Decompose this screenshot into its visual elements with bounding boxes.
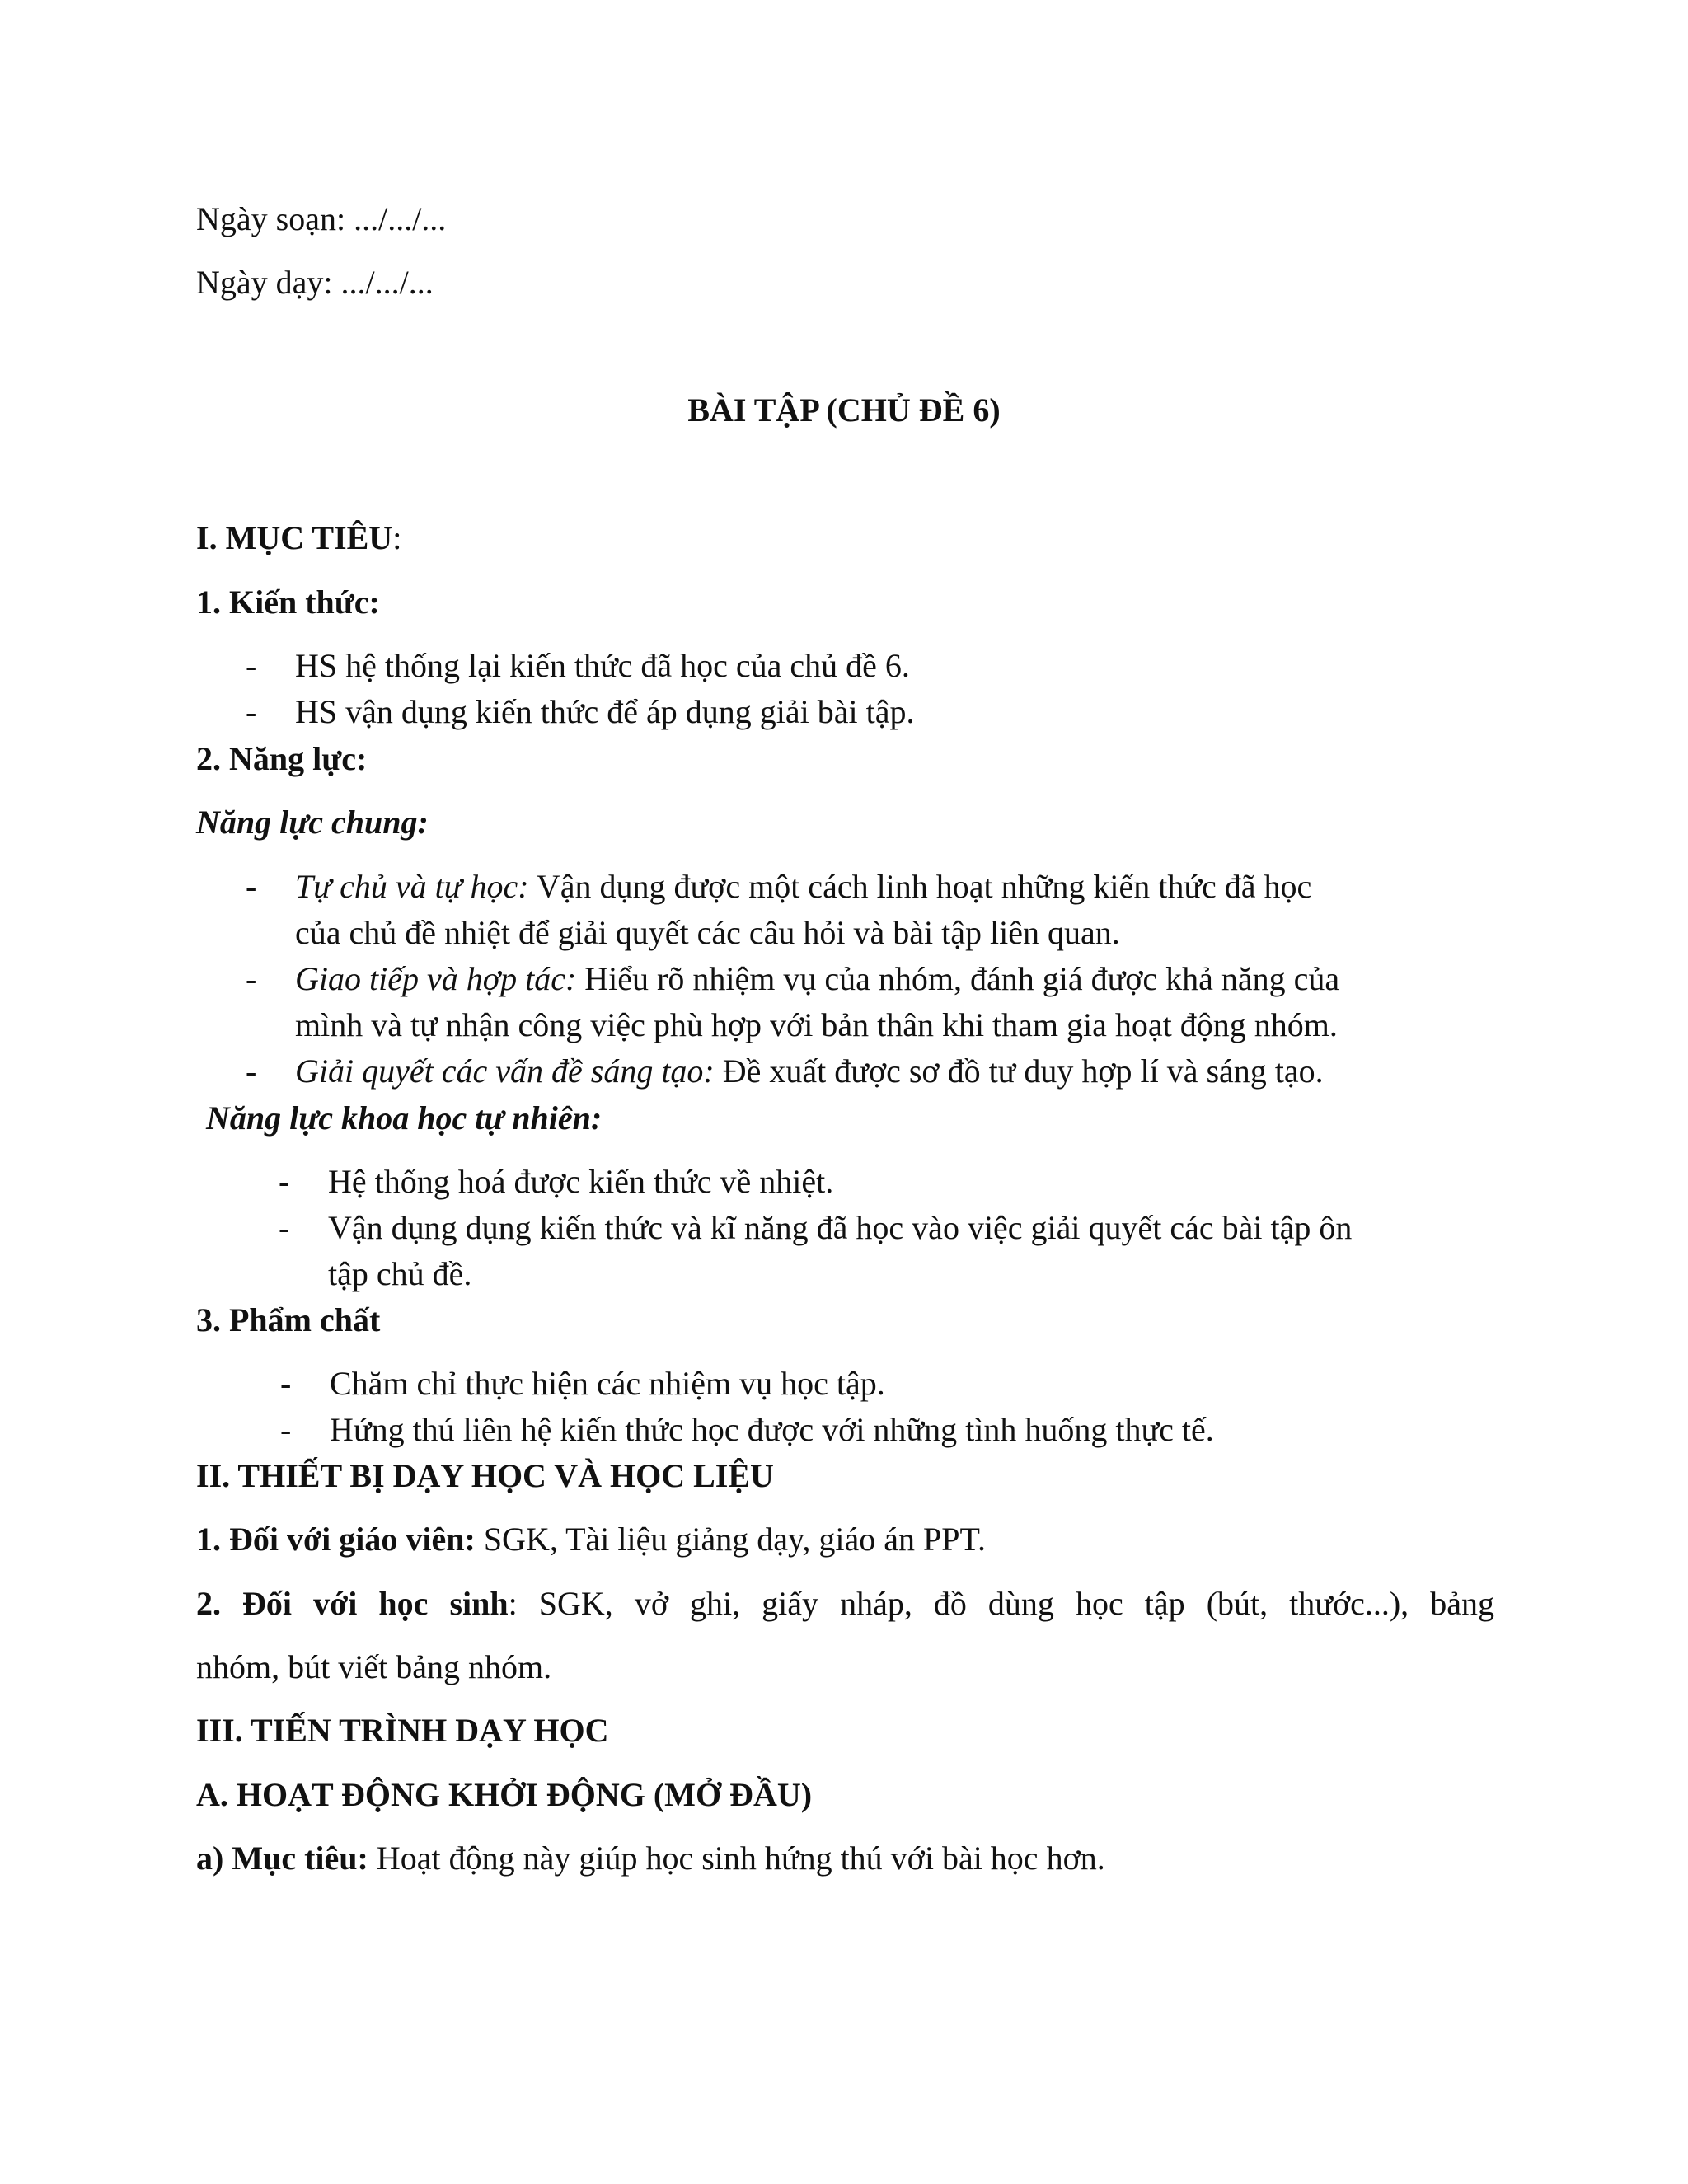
section2-heading: II. THIẾT BỊ DẠY HỌC VÀ HỌC LIỆU [196,1457,774,1494]
science-item-continuation: tập chủ đề. [328,1255,472,1292]
section1-heading: I. MỤC TIÊU: [196,519,402,556]
date-taught: Ngày dạy: .../.../... [196,264,434,301]
general-competence-heading: Năng lực chung: [196,804,429,841]
science-item: Vận dụng dụng kiến thức và kĩ năng đã học vào việc giải quyết các bài tập ôn [328,1209,1353,1246]
bullet: - [246,693,257,730]
date-prepared: Ngày soạn: .../.../... [196,200,447,237]
activity-objective: a) Mục tiêu: Hoạt động này giúp học sinh hứng thú với bài học hơn. [196,1840,1105,1877]
bullet: - [279,1163,290,1200]
science-competence-heading: Năng lực khoa học tự nhiên: [206,1099,603,1137]
general-item-continuation: của chủ đề nhiệt để giải quyết các câu hỏi và bài tập liên quan. [295,914,1120,951]
bullet: - [280,1411,292,1448]
science-item: Hệ thống hoá được kiến thức về nhiệt. [328,1163,834,1200]
general-item-continuation: mình và tự nhận công việc phù hợp với bản thân khi tham gia hoạt động nhóm. [295,1006,1338,1043]
knowledge-heading: 1. Kiến thức: [196,583,380,621]
qualities-heading: 3. Phẩm chất [196,1301,381,1338]
knowledge-item: HS hệ thống lại kiến thức đã học của chủ đề 6. [295,647,910,684]
knowledge-item: HS vận dụng kiến thức để áp dụng giải bài tập. [295,693,915,730]
section3-heading: III. TIẾN TRÌNH DẠY HỌC [196,1712,609,1749]
teacher-materials: 1. Đối với giáo viên: SGK, Tài liệu giảng dạy, giáo án PPT. [196,1521,986,1558]
qualities-item: Hứng thú liên hệ kiến thức học được với những tình huống thực tế. [330,1411,1214,1448]
student-materials-continuation: nhóm, bút viết bảng nhóm. [196,1648,552,1685]
student-materials: 2. Đối với học sinh: SGK, vở ghi, giấy nháp, đồ dùng học tập (bút, thước...), bảng [196,1585,1494,1622]
qualities-item: Chăm chỉ thực hiện các nhiệm vụ học tập. [330,1365,885,1402]
general-item-creativity: Giải quyết các vấn đề sáng tạo: Đề xuất được sơ đồ tư duy hợp lí và sáng tạo. [295,1052,1324,1090]
bullet: - [246,960,257,997]
competence-heading: 2. Năng lực: [196,740,368,777]
general-item-self-study: Tự chủ và tự học: Vận dụng được một cách linh hoạt những kiến thức đã học [295,868,1312,905]
general-item-communication: Giao tiếp và hợp tác: Hiểu rõ nhiệm vụ của nhóm, đánh giá được khả năng của [295,960,1340,997]
activity-a-heading: A. HOẠT ĐỘNG KHỞI ĐỘNG (MỞ ĐẦU) [196,1776,813,1813]
bullet: - [246,868,257,905]
bullet: - [246,647,257,684]
bullet: - [280,1365,292,1402]
bullet: - [246,1052,257,1090]
document-title: BÀI TẬP (CHỦ ĐỀ 6) [687,391,1001,429]
bullet: - [279,1209,290,1246]
